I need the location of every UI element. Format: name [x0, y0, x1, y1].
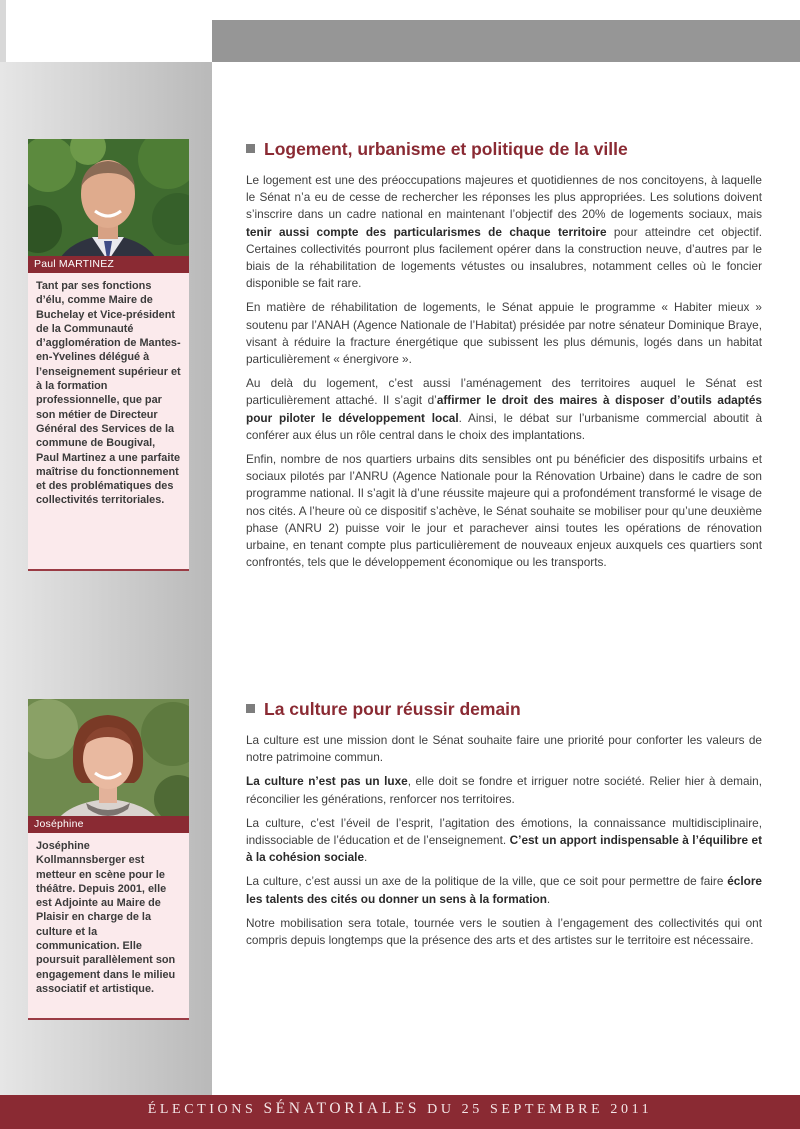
text-run: .: [546, 891, 551, 906]
text-run: Notre mobilisation sera totale, tournée vers le soutien à l’engagement des collectivités qui ont compris depuis longtemps que la présence des arts et des artistes sur le territoire est nécessaire.: [246, 915, 762, 948]
portrait-photo-josephine-kollmannsberger: [28, 699, 189, 833]
bold-text-run: éclore les talents des cités ou donner un sens à la formation: [246, 874, 762, 906]
profile-name-tag: Paul MARTINEZ: [28, 256, 189, 273]
text-run: Le logement est une des préoccupations majeures et quotidiennes de nos concitoyens, à laquelle le Sénat n’a eu de cesse de rechercher les réponses les plus appropriées. Les solutions doivent s’inscrire dans un cadre national en maintenant l’objectif des 20% de logements sociaux, mais: [246, 173, 762, 222]
square-bullet-icon: [246, 704, 255, 713]
paragraph: [246, 815, 762, 867]
paragraph: [246, 915, 762, 949]
paragraph: [246, 732, 762, 766]
bold-text-run: affirmer le droit des maires à disposer d’outils adaptés pour piloter le développement local: [246, 393, 762, 425]
bold-text-run: tenir aussi compte des particularismes de chaque territoire: [246, 224, 607, 239]
bold-text-run: C’est un apport indispensable à l’équilibre et à la cohésion sociale: [246, 833, 763, 865]
paragraph: [246, 773, 762, 807]
section-title: La culture pour réussir demain: [246, 698, 762, 720]
profile-paul-martinez: [28, 139, 189, 571]
section-title: Logement, urbanisme et politique de la ville: [246, 138, 762, 160]
text-run: La culture, c’est aussi un axe de la politique de la ville, que ce soit pour permettre de faire: [246, 874, 728, 889]
paragraph: [246, 299, 762, 368]
square-bullet-icon: [246, 144, 255, 153]
profile-bio: Joséphine Kollmannsberger est metteur en scène pour le théâtre. Depuis 2001, elle est Adjointe au Maire de Plaisir en charge de la culture et la communication. Elle poursuit parallèlement son engagement dans le milieu associatif et artistique.: [28, 833, 189, 1020]
paragraph: [246, 375, 762, 444]
bold-text-run: La culture n’est pas un luxe: [246, 774, 408, 789]
footer-text: ÉLECTIONS SÉNATORIALES DU 25 SEPTEMBRE 2011: [147, 1100, 653, 1117]
section-culture: [246, 698, 762, 956]
text-run: Au delà du logement, c’est aussi l’aménagement des territoires auquel le Sénat est particulièrement attaché. Il s’agit d’: [246, 376, 762, 408]
profile-bio: Tant par ses fonctions d’élu, comme Maire de Buchelay et Vice-président de la Communauté d’agglomération de Mantes-en-Yvelines délégué à l’enseignement supérieur et à la formation professionnelle, que par son métier de Directeur Général des Services de la commune de Bougival, Paul Martinez a une parfaite maîtrise du fonctionnement et des problématiques des collectivités territoriales.: [28, 273, 189, 571]
text-run: .: [364, 850, 368, 865]
text-run: La culture, c’est l’éveil de l’esprit, l’agitation des émotions, la connaissance multidisciplinaire, indissociable de l’éducation et de l’enseignement.: [246, 815, 762, 848]
text-run: pour atteindre cet objectif. Certaines collectivités pourront plus facilement opérer dans la construction neuve, d’autres par le biais de la réhabilitation de logements vétustes ou insalubres, notamment celles où le foncier disponible se fait rare.: [246, 224, 762, 291]
header-bar: [212, 20, 800, 62]
text-run: La culture est une mission dont le Sénat souhaite faire une priorité pour conforter les valeurs de notre patrimoine commun.: [246, 733, 762, 765]
text-run: Enfin, nombre de nos quartiers urbains dits sensibles ont pu bénéficier des dispositifs urbains et sociaux pilotés par l’ANRU (Agence Nationale pour la Rénovation Urbaine) dans le cadre de son programme national. Il s’agit là d’une réussite majeure qui a profondément transformé le visage de nos cités. A l’heure où ce dispositif s’achève, le Sénat souhaite se mobiliser pour qu’une deuxième phase (ANRU 2) puisse voir le jour et parachever ainsi toutes les opérations de rénovation urbaine, en tenant compte plus particulièrement de nouveaux enjeux auxquels ces quartiers sont confrontés, tels que le développement économique ou les transports.: [246, 452, 762, 570]
profile-josephine-kollmannsberger: [28, 699, 189, 1020]
paragraph: [246, 873, 762, 907]
footer-banner: [0, 1095, 800, 1129]
section-logement: [246, 138, 762, 578]
profile-name-tag: Joséphine: [28, 816, 189, 833]
paragraph: [246, 451, 762, 571]
portrait-photo-paul-martinez: [28, 139, 189, 273]
text-run: , elle doit se fondre et irriguer notre société. Relier hier à demain, réconcilier les générations, renforcer nos territoires.: [246, 774, 762, 806]
text-run: . Ainsi, le débat sur l’urbanisme commercial aboutit à conférer aux élus un rôle central dans le choix des implantations.: [246, 410, 763, 442]
text-run: En matière de réhabilitation de logements, le Sénat appuie le programme « Habiter mieux » soutenu par l’ANAH (Agence Nationale de l’Habitat) présidée par notre sénateur Dominique Braye, visant à réduire la fracture énergétique que subissent les plus démunis, logés dans un habitat particulièrement « énergivore ».: [246, 300, 762, 367]
paragraph: [246, 172, 762, 292]
